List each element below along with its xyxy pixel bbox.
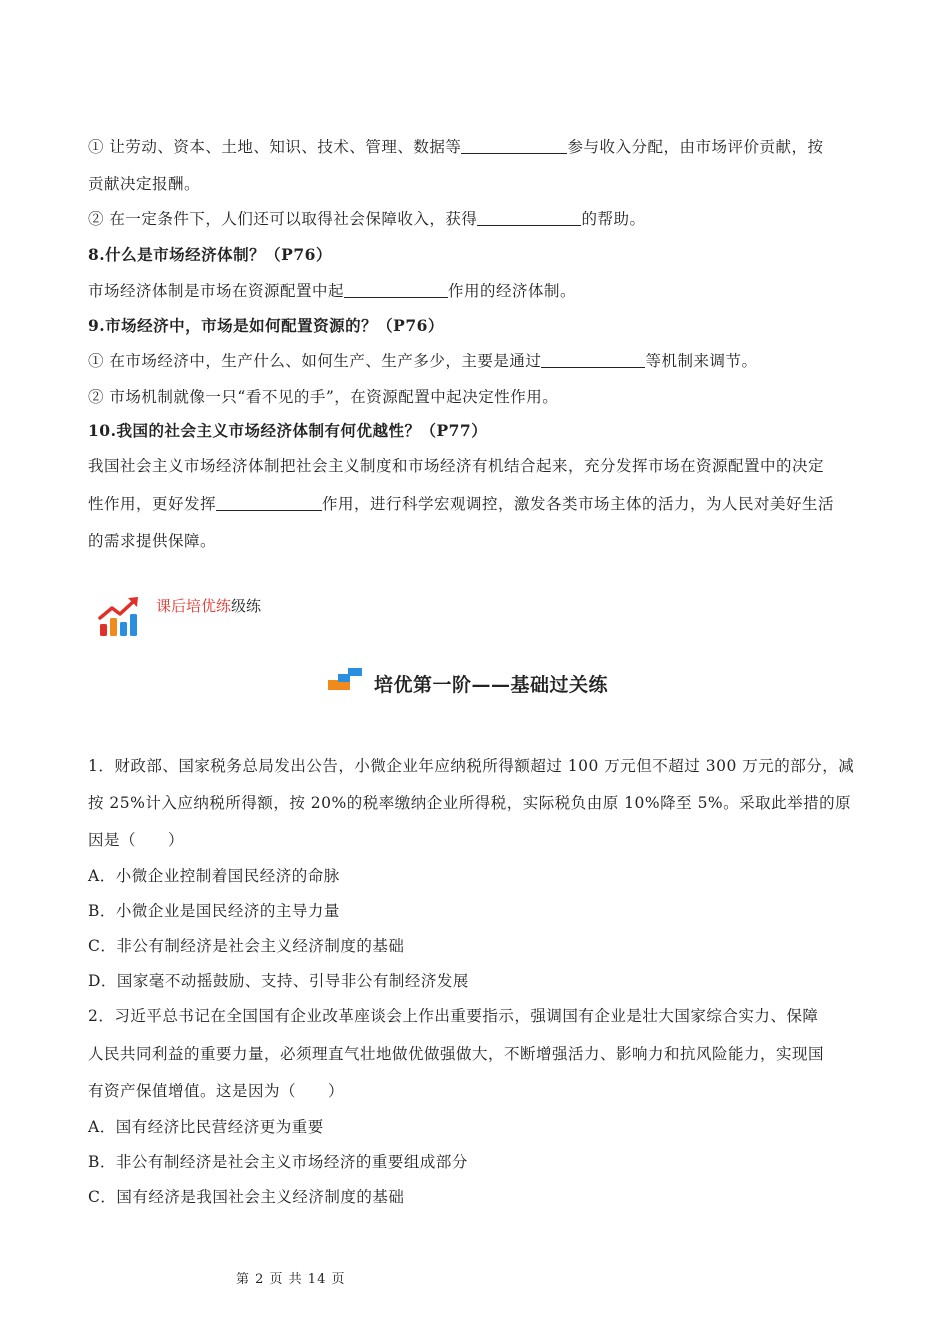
question-10-line3: 的需求提供保障。 [88, 532, 217, 550]
text-segment: ② 在一定条件下，人们还可以取得社会保障收入，获得 [88, 210, 478, 228]
banner-label [156, 596, 261, 616]
question-9-title: 9.市场经济中，市场是如何配置资源的？（P76） [88, 316, 444, 335]
text-segment: 1．财政部、国家税务总局发出公告，小微企业年应纳税所得额超过 100 万元但不超过 300 万元的部分，减 [88, 757, 855, 775]
text-segment: 作用，进行科学宏观调控，激发各类市场主体的活力，为人民对美好生活 [322, 495, 835, 513]
question-2-line2 [88, 1044, 864, 1064]
review-item-7-2 [88, 209, 864, 229]
question-1-option-b[interactable]: B．小微企业是国民经济的主导力量 [88, 902, 340, 920]
question-10-line2 [88, 494, 864, 514]
question-1-line2 [88, 793, 864, 813]
fill-blank[interactable] [216, 494, 322, 511]
text-segment: 市场经济体制是市场在资源配置中起 [88, 282, 345, 300]
text-segment: 性作用，更好发挥 [88, 495, 217, 513]
banner-label-black: 级练 [231, 597, 262, 615]
text-segment: 参与收入分配，由市场评价贡献，按 [567, 138, 824, 156]
fill-blank[interactable] [541, 351, 645, 368]
question-8-title: 8.什么是市场经济体制？（P76） [88, 245, 332, 264]
question-2-line3: 有资产保值增值。这是因为（ ） [88, 1082, 345, 1100]
text-segment: 2．习近平总书记在全国国有企业改革座谈会上作出重要指示，强调国有企业是壮大国家综合实力、保障 [88, 1007, 819, 1025]
question-8-answer [88, 281, 864, 301]
question-1-line1 [88, 756, 864, 776]
text-segment: 等机制来调节。 [645, 352, 758, 370]
review-item-7-1-line1 [88, 137, 864, 157]
text-segment: ① 在市场经济中，生产什么、如何生产、生产多少，主要是通过 [88, 352, 542, 370]
rising-chart-icon [98, 596, 142, 638]
question-1-option-a[interactable]: A．小微企业控制着国民经济的命脉 [88, 867, 340, 885]
stairs-icon [328, 668, 372, 692]
text-segment: ① 让劳动、资本、土地、知识、技术、管理、数据等 [88, 138, 462, 156]
question-10-title: 10.我国的社会主义市场经济体制有何优越性？（P77） [88, 421, 488, 440]
fill-blank[interactable] [461, 137, 567, 154]
question-1-option-c[interactable]: C．非公有制经济是社会主义经济制度的基础 [88, 937, 405, 955]
question-2-option-c[interactable]: C．国有经济是我国社会主义经济制度的基础 [88, 1188, 405, 1206]
question-1-line3: 因是（ ） [88, 831, 185, 849]
text-segment: 人民共同利益的重要力量，必须理直气壮地做优做强做大，不断增强活力、影响力和抗风险能力，实现国 [88, 1045, 825, 1063]
text-segment: 作用的经济体制。 [448, 282, 577, 300]
banner-label-red: 课后培优练 [156, 597, 232, 615]
question-9-point-1 [88, 351, 864, 371]
fill-blank[interactable] [344, 281, 448, 298]
question-2-option-a[interactable]: A．国有经济比民营经济更为重要 [88, 1118, 324, 1136]
question-2-line1 [88, 1006, 864, 1026]
text-segment: 我国社会主义市场经济体制把社会主义制度和市场经济有机结合起来，充分发挥市场在资源配置中的决定 [88, 457, 825, 475]
stage-title-text: 培优第一阶——基础过关练 [374, 674, 609, 696]
text-segment: 的帮助。 [581, 210, 646, 228]
question-1-option-d[interactable]: D．国家毫不动摇鼓励、支持、引导非公有制经济发展 [88, 972, 469, 990]
text-segment: 按 25%计入应纳税所得额，按 20%的税率缴纳企业所得税，实际税负由原 10%降至 5%。采取此举措的原 [88, 794, 852, 812]
question-2-option-b[interactable]: B．非公有制经济是社会主义市场经济的重要组成部分 [88, 1153, 468, 1171]
page-number: 第 2 页 共 14 页 [236, 1272, 346, 1287]
review-item-7-1-line2: 贡献决定报酬。 [88, 175, 201, 193]
question-9-point-2: ② 市场机制就像一只“看不见的手”，在资源配置中起决定性作用。 [88, 388, 559, 406]
section-banner [98, 596, 262, 640]
fill-blank[interactable] [477, 209, 581, 226]
question-10-line1 [88, 456, 864, 476]
